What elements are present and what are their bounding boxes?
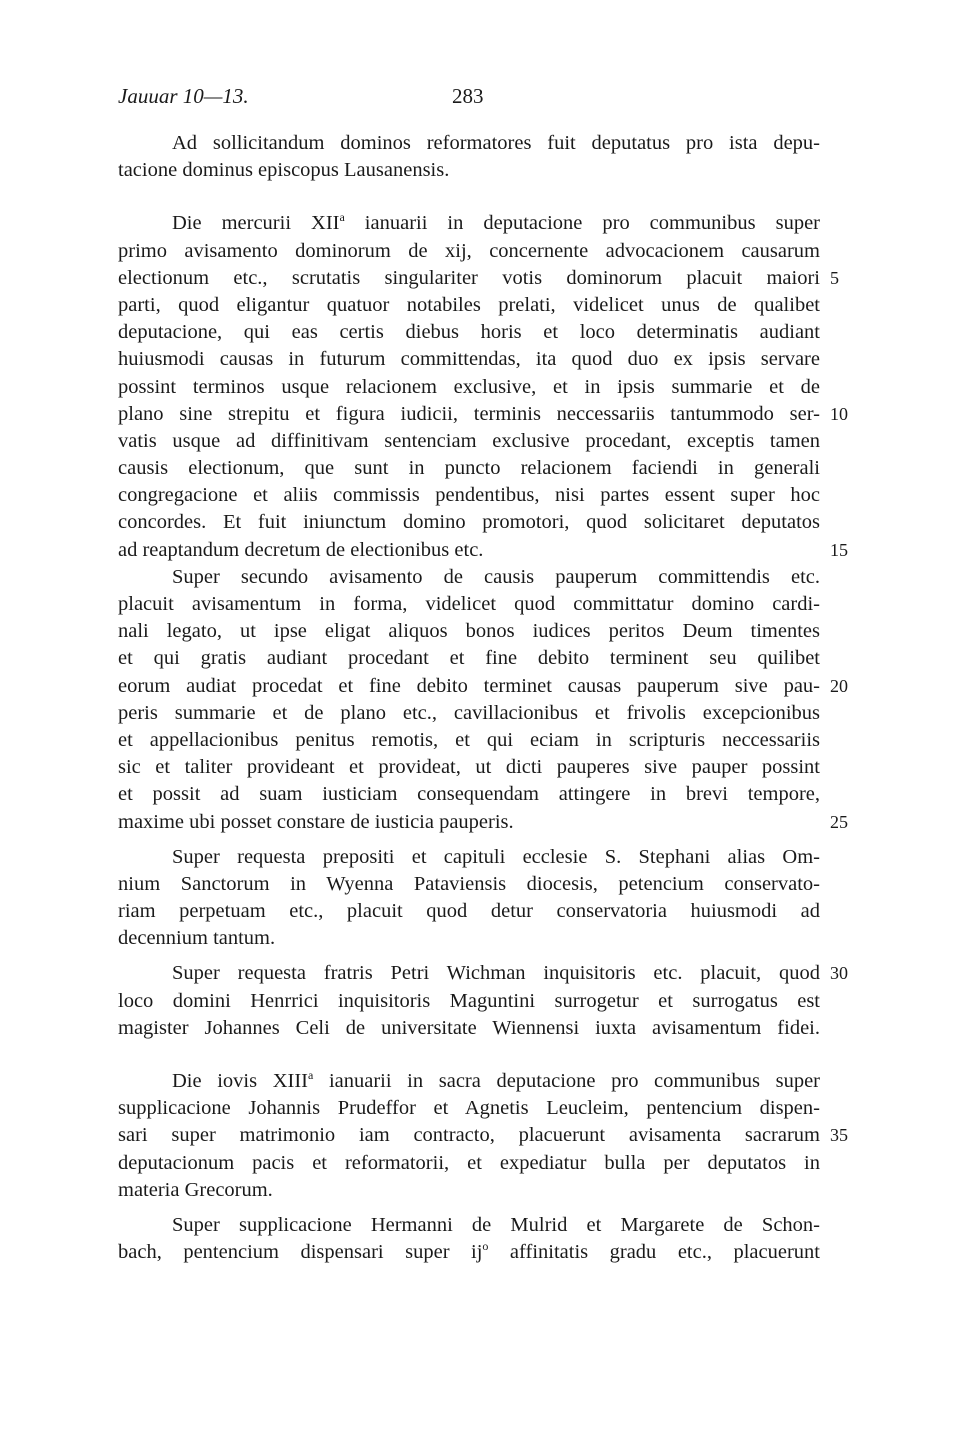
text-line: deputacione, qui eas certis diebus horis et loco determinatis audiant — [118, 321, 820, 344]
text-line: concordes. Et fuit iniunctum domino promotori, quod solicitaret deputatos — [118, 511, 820, 534]
text-line: loco domini Henrrici inquisitoris Maguntini surrogetur et surrogatus est — [118, 989, 820, 1012]
text-line: magister Johannes Celi de universitate Wiennensi iuxta avisamentum fidei. — [118, 1016, 820, 1039]
margin-line-number: 20 — [830, 675, 848, 696]
text-line: materia Grecorum. — [118, 1178, 273, 1201]
text-line: causis electionum, que sunt in puncto relacionem faciendi in generali — [118, 457, 820, 480]
body-text — [118, 130, 848, 1266]
margin-line-number: 10 — [830, 403, 848, 424]
text-line: electionum etc., scrutatis singulariter votis dominorum placuit maiori 5 — [118, 265, 820, 292]
text-line: Super supplicacione Hermanni de Mulrid et Margarete de Schon- — [172, 1213, 820, 1236]
margin-line-number: 25 — [830, 811, 848, 832]
text-line: possint terminos usque relacionem exclusive, et in ipsis summarie et de — [118, 375, 820, 398]
text-line: Ad sollicitandum dominos reformatores fuit deputatus pro ista depu- — [172, 132, 820, 154]
text-line: ad reaptandum decretum de electionibus etc. 15 — [118, 537, 820, 564]
running-header — [118, 84, 820, 114]
text-line: plano sine strepitu et figura iudicii, terminis neccessariis tantummodo ser- 10 — [118, 401, 820, 428]
running-title: Jauuar 10—13. — [118, 84, 249, 108]
text-line: vatis usque ad diffinitivam sentenciam exclusive procedant, exceptis tamen — [118, 429, 820, 452]
text-line: tacione dominus episcopus Lausanensis. — [118, 159, 450, 182]
margin-line-number: 5 — [830, 267, 839, 288]
page-number: 283 — [452, 84, 484, 108]
text-line: primo avisamento dominorum de xij, concernente advocacionem causarum — [118, 239, 820, 262]
text-line: congregacione et aliis commissis pendentibus, nisi partes essent super hoc — [118, 484, 820, 507]
text-line: eorum audiat procedat et fine debito terminet causas pauperum sive pau- 20 — [118, 673, 820, 700]
text-line: et appellacionibus penitus remotis, et qui eciam in scripturis neccessariis — [118, 728, 820, 751]
margin-line-number: 15 — [830, 539, 848, 560]
text-line: placuit avisamentum in forma, videlicet quod committatur domino cardi- — [118, 593, 820, 615]
text-line: Die mercurii XII$^a$ ianuarii in deputacione pro communibus super — [172, 210, 820, 235]
text-line: Die iovis XIII$^a$ ianuarii in sacra deputacione pro communibus super — [172, 1068, 820, 1092]
text-line: et possit ad suam iusticiam consequendam attingere in brevi tempore, — [118, 783, 820, 806]
text-line: Super requesta fratris Petri Wichman inquisitoris etc. placuit, quod 30 — [118, 960, 820, 987]
text-line: sari super matrimonio iam contracto, placuerunt avisamenta sacrarum 35 — [118, 1122, 820, 1149]
text-line: parti, quod eligantur quatuor notabiles prelati, videlicet unus de qualibet — [118, 293, 820, 316]
text-line: sic et taliter provideant et provideat, ut dicti pauperes sive pauper possint — [118, 756, 820, 779]
text-line: Super requesta prepositi et capituli ecclesie S. Stephani alias Om- — [172, 845, 820, 868]
text-line: bach, pentencium dispensari super $ij^o$ affinitatis gradu etc., placuerunt — [118, 1239, 820, 1264]
text-line: riam perpetuam etc., placuit quod detur conservatoria huiusmodi ad — [118, 900, 820, 923]
text-line: et qui gratis audiant procedant et fine debito terminent seu quilibet — [118, 647, 820, 670]
text-line: nali legato, ut ipse eligat aliquos bonos iudices peritos Deum timentes — [118, 620, 820, 643]
text-line: nium Sanctorum in Wyenna Pataviensis diocesis, petencium conservato- — [118, 872, 820, 895]
text-line: deputacionum pacis et reformatorii, et expediatur bulla per deputatos in — [118, 1151, 820, 1174]
text-line: decennium tantum. — [118, 927, 276, 950]
margin-line-number: 35 — [830, 1125, 848, 1146]
text-line: huiusmodi causas in futurum committendas, ita quod duo ex ipsis servare — [118, 348, 820, 371]
text-line: Super secundo avisamento de causis pauperum committendis etc. — [172, 565, 820, 588]
text-line: maxime ubi posset constare de iusticia pauperis. 25 — [118, 809, 820, 836]
text-line: peris summarie et de plano etc., cavillacionibus et frivolis excepcionibus — [118, 701, 820, 724]
margin-line-number: 30 — [830, 963, 848, 984]
text-line: supplicacione Johannis Prudeffor et Agnetis Leucleim, pentencium dispen- — [118, 1097, 820, 1120]
